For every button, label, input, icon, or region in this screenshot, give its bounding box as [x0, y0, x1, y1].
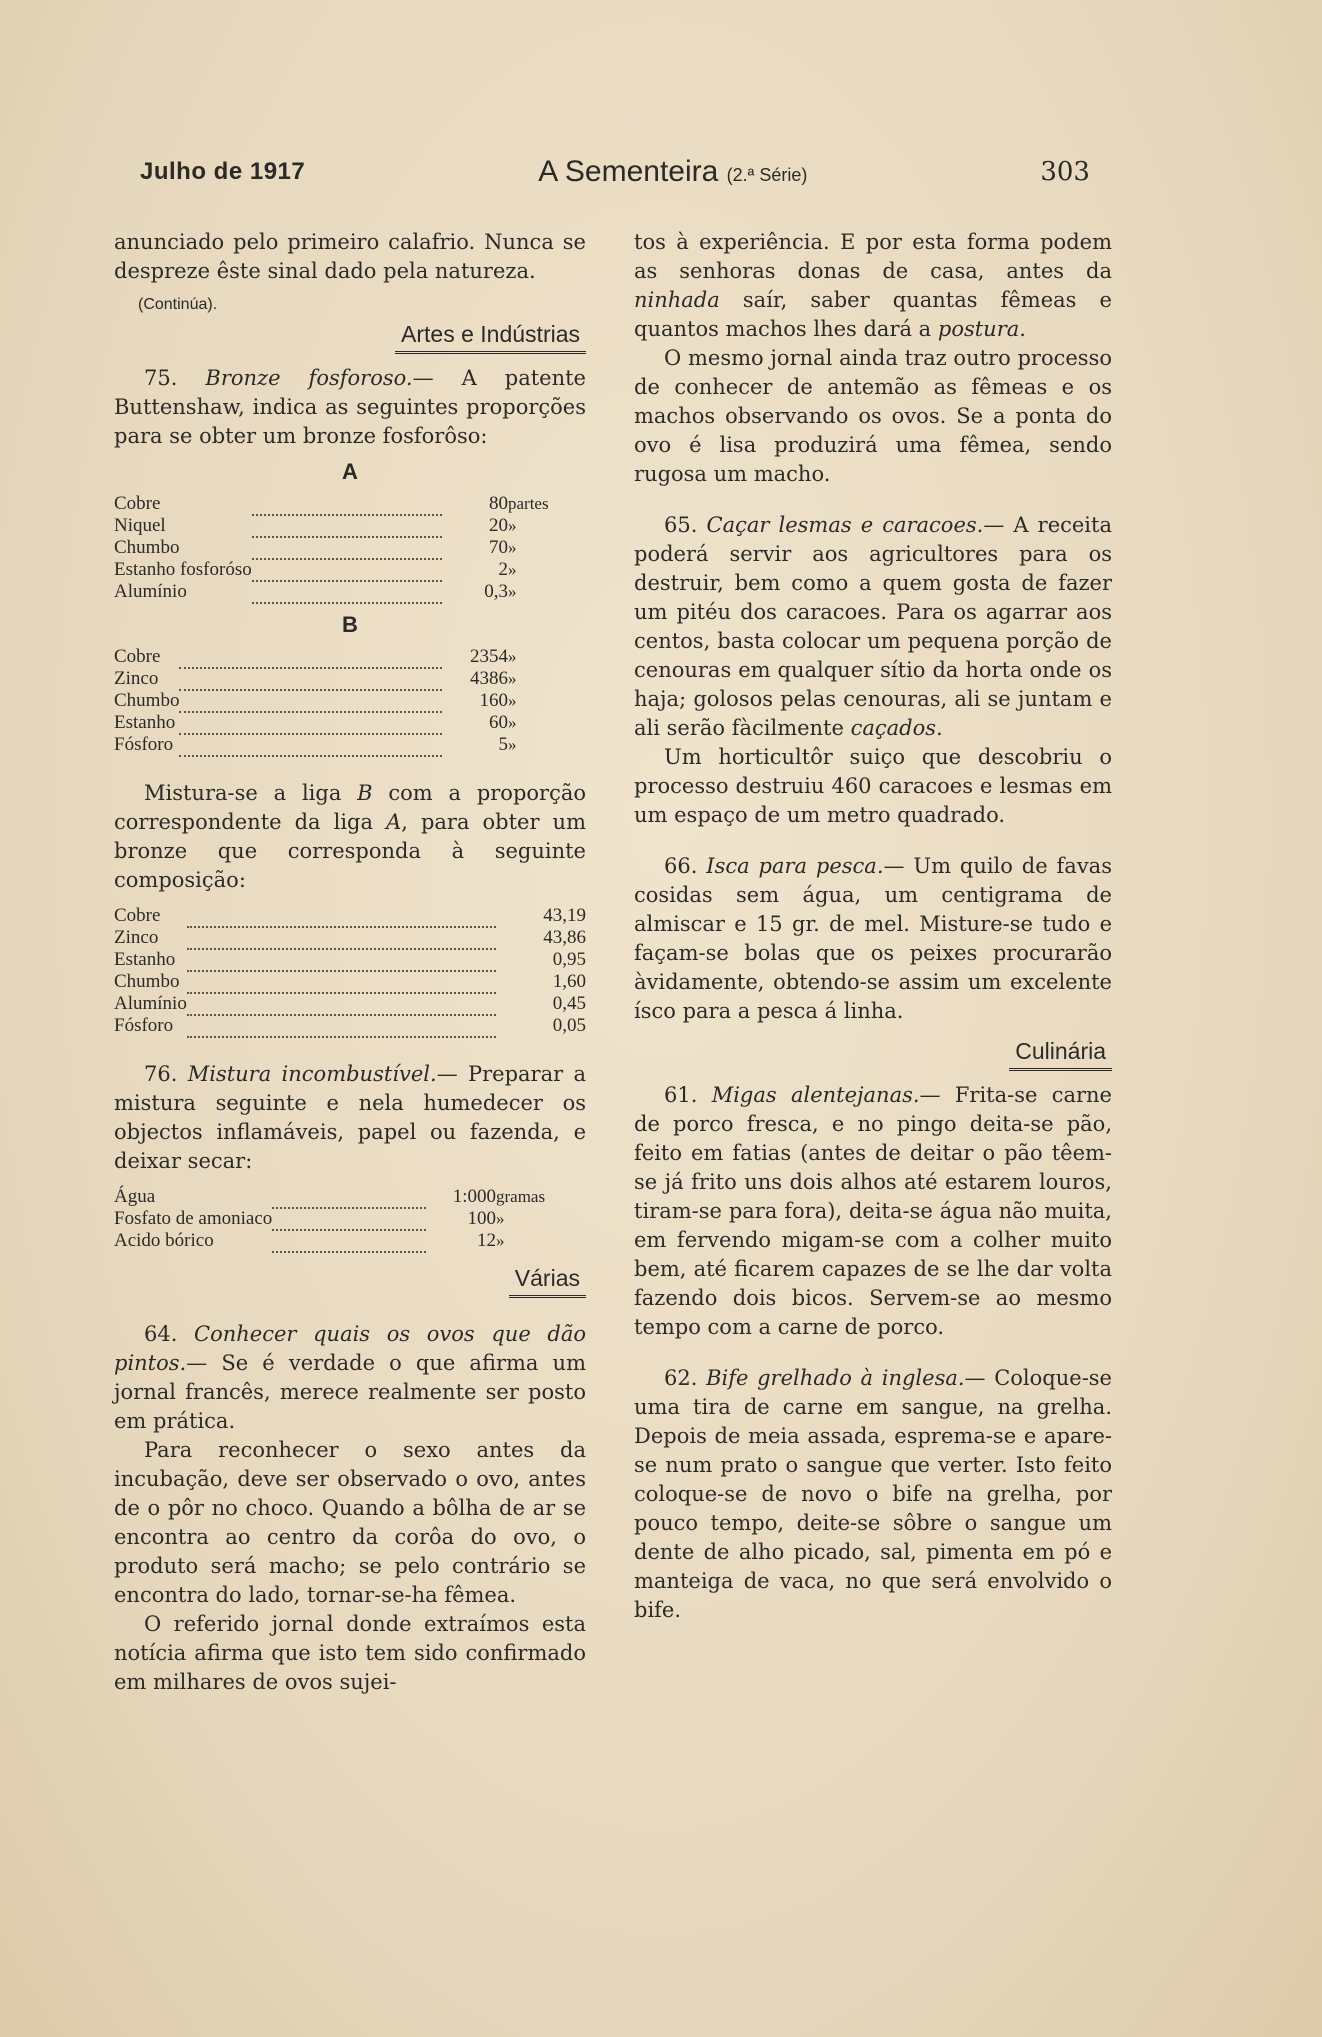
composition-table-a — [114, 493, 586, 604]
item-64-paragraph-3: O referido jornal donde extraímos esta notícia afirma que isto tem sido confirmado em milhares de ovos sujei- — [114, 1612, 586, 1694]
table-row — [114, 581, 586, 603]
table-row — [114, 1230, 586, 1252]
running-header — [140, 150, 1090, 194]
item-65: 65. Caçar lesmas e caracoes.— A receita poderá servir aos agricultores para os destruir, bem como a quem gosta de fazer um pitéu dos caracoes. Para os agarrar aos centos, basta colocar um pequena porção de cenouras em qualquer sítio da horta onde os haja; golosos pelas cenouras, ali se juntam e ali serão fàcilmente caçados. — [634, 513, 1112, 740]
ingredient-unit: » — [508, 560, 517, 579]
item-66-title: Isca para pesca. — [706, 854, 884, 878]
item-64: 64. Conhecer quais os ovos que dão pintos.— Se é verdade o que afirma um jornal francês, merece realmente ser posto em prática. — [114, 1322, 586, 1433]
section-heading-artes: Artes e Indústrias — [114, 319, 586, 354]
ingredient-value: 5 — [498, 734, 508, 755]
ingredient-name: Cobre — [114, 646, 161, 667]
intro-paragraph: anunciado pelo primeiro calafrio. Nunca se despreze êste sinal dado pela natureza. — [114, 230, 586, 283]
ingredient-unit: » — [496, 1209, 505, 1228]
composition-table-c — [114, 905, 586, 1038]
left-column — [114, 228, 586, 1697]
ingredient-value: 0,05 — [552, 1015, 586, 1036]
ingredient-name: Chumbo — [114, 690, 180, 711]
item-64-paragraph-2: Para reconhecer o sexo antes da incubação, deve ser observado o ovo, antes de o pôr no choco. Quando a bôlha de ar se encontra ao centro da corôa do ovo, o produto será macho; se pelo contrário se encontra do lado, tornar-se-ha fêmea. — [114, 1438, 586, 1607]
item-76-title: Mistura incombustível. — [187, 1062, 437, 1086]
ingredient-unit: » — [508, 538, 517, 557]
item-75: 75. Bronze fosforoso.— A patente Buttenshaw, indica as seguintes proporções para se obter um bronze fosforôso: — [114, 366, 586, 448]
ingredient-name: Acido bórico — [114, 1230, 214, 1251]
item-64-title: Conhecer quais os ovos que dão pintos. — [114, 1322, 586, 1375]
composition-table-b — [114, 646, 586, 757]
item-62: 62. Bife grelhado à inglesa.— Coloque-se uma tira de carne em sangue, na grelha. Depois de meia assada, esprema-se e apare-se num prato o sangue que verter. Isto feito coloque-se de novo o bife na grelha, por pouco tempo, deite-se sôbre o sangue um dente de alho picado, sal, pimenta em pó e manteiga de vaca, no que será envolvido o bife. — [634, 1366, 1112, 1622]
ingredient-value: 43,19 — [543, 905, 586, 926]
table-b-label: B — [342, 612, 358, 637]
ingredient-value: 43,86 — [543, 927, 586, 948]
header-date: Julho de 1917 — [140, 158, 306, 185]
item-62-title: Bife grelhado à inglesa. — [706, 1366, 965, 1390]
ingredient-name: Cobre — [114, 493, 161, 514]
composition-table-d — [114, 1186, 586, 1253]
mixture-paragraph: Mistura-se a liga B com a proporção correspondente da liga A, para obter um bronze que corresponda à seguinte composição: — [114, 781, 586, 892]
ingredient-value: 70 — [489, 537, 508, 558]
table-row — [114, 734, 586, 756]
ingredient-unit: » — [508, 516, 517, 535]
ingredient-name: Alumínio — [114, 581, 187, 602]
second-paragraph: O mesmo jornal ainda traz outro processo de conhecer de antemão as fêmeas e os machos observando os ovos. Se a ponta do ovo é lisa produzirá uma fêmea, sendo rugosa um macho. — [634, 346, 1112, 486]
page-number: 303 — [1040, 157, 1090, 187]
ingredient-value: 60 — [489, 712, 508, 733]
ingredient-value: 0,95 — [552, 949, 586, 970]
ingredient-name: Alumínio — [114, 993, 187, 1014]
continued-paragraph: tos à experiência. E por esta forma podem as senhoras donas de casa, antes da ninhada saír, saber quantas fêmeas e quantos machos lhes dará a postura. — [634, 230, 1112, 341]
item-65-paragraph-2: Um horticultôr suiço que descobriu o processo destruiu 460 caracoes e lesmas em um espaço de um metro quadrado. — [634, 745, 1112, 827]
ingredient-name: Estanho — [114, 712, 176, 733]
item-61: 61. Migas alentejanas.— Frita-se carne de porco fresca, e no pingo deita-se pão, feito em fatias (antes de deitar o pão têem-se já frito uns dois alhos até estarem louros, tiram-se para fora), deita-se água não muita, em fervendo migam-se com a colher muito bem, até ficarem capazes de se lhe dar volta fazendo dois bicos. Servem-se ao mesmo tempo com a carne de porco. — [634, 1083, 1112, 1339]
ingredient-name: Estanho fosforóso — [114, 559, 252, 580]
ingredient-value: 2 — [498, 559, 508, 580]
journal-name: A Sementeira — [538, 155, 719, 188]
ingredient-unit: » — [508, 713, 517, 732]
item-66: 66. Isca para pesca.— Um quilo de favas cosidas sem água, um centigrama de almiscar e 15 gr. de mel. Misture-se tudo e façam-se bolas que os peixes procurarão àvidamente, obtendo-se assim um excelente ísco para a pesca á linha. — [634, 854, 1112, 1023]
ingredient-name: Cobre — [114, 905, 161, 926]
item-76: 76. Mistura incombustível.— Preparar a mistura seguinte e nela humedecer os objectos inflamáveis, papel ou fazenda, e deixar secar: — [114, 1062, 586, 1173]
ingredient-name: Niquel — [114, 515, 166, 536]
ingredient-unit: » — [496, 1231, 505, 1250]
ingredient-name: Fosfato de amoniaco — [114, 1208, 273, 1229]
ingredient-unit: » — [508, 735, 517, 754]
item-65-title: Caçar lesmas e caracoes. — [706, 513, 984, 537]
item-75-title: Bronze fosforoso. — [205, 366, 413, 390]
ingredient-value: 0,45 — [552, 993, 586, 1014]
ingredient-unit: » — [508, 669, 517, 688]
section-heading-culinaria: Culinária — [634, 1036, 1112, 1071]
journal-series: (2.ª Série) — [726, 165, 808, 185]
ingredient-value: 0,3 — [484, 581, 508, 602]
right-column — [634, 228, 1112, 1625]
item-61-title: Migas alentejanas. — [711, 1083, 920, 1107]
section-heading-varias: Várias — [114, 1263, 586, 1298]
ingredient-value: 1:000 — [452, 1186, 496, 1207]
table-row — [114, 1015, 586, 1037]
ingredient-value: 20 — [489, 515, 508, 536]
ingredient-unit: » — [508, 582, 517, 601]
ingredient-name: Zinco — [114, 927, 159, 948]
ingredient-name: Fósforo — [114, 1015, 174, 1036]
ingredient-unit: partes — [508, 494, 549, 513]
ingredient-value: 4386 — [470, 668, 508, 689]
table-a-label: A — [342, 459, 358, 484]
ingredient-name: Chumbo — [114, 971, 180, 992]
ingredient-unit: » — [508, 691, 517, 710]
ingredient-unit: gramas — [496, 1187, 546, 1206]
ingredient-value: 1,60 — [552, 971, 586, 992]
ingredient-name: Água — [114, 1186, 156, 1207]
ingredient-value: 80 — [489, 493, 508, 514]
ingredient-value: 100 — [467, 1208, 496, 1229]
continua-note: (Continúa). — [138, 296, 218, 313]
ingredient-name: Chumbo — [114, 537, 180, 558]
ingredient-value: 2354 — [470, 646, 508, 667]
ingredient-value: 12 — [477, 1230, 496, 1251]
ingredient-value: 160 — [479, 690, 508, 711]
ingredient-unit: » — [508, 647, 517, 666]
ingredient-name: Zinco — [114, 668, 159, 689]
ingredient-name: Estanho — [114, 949, 176, 970]
ingredient-name: Fósforo — [114, 734, 174, 755]
journal-title — [538, 155, 807, 189]
